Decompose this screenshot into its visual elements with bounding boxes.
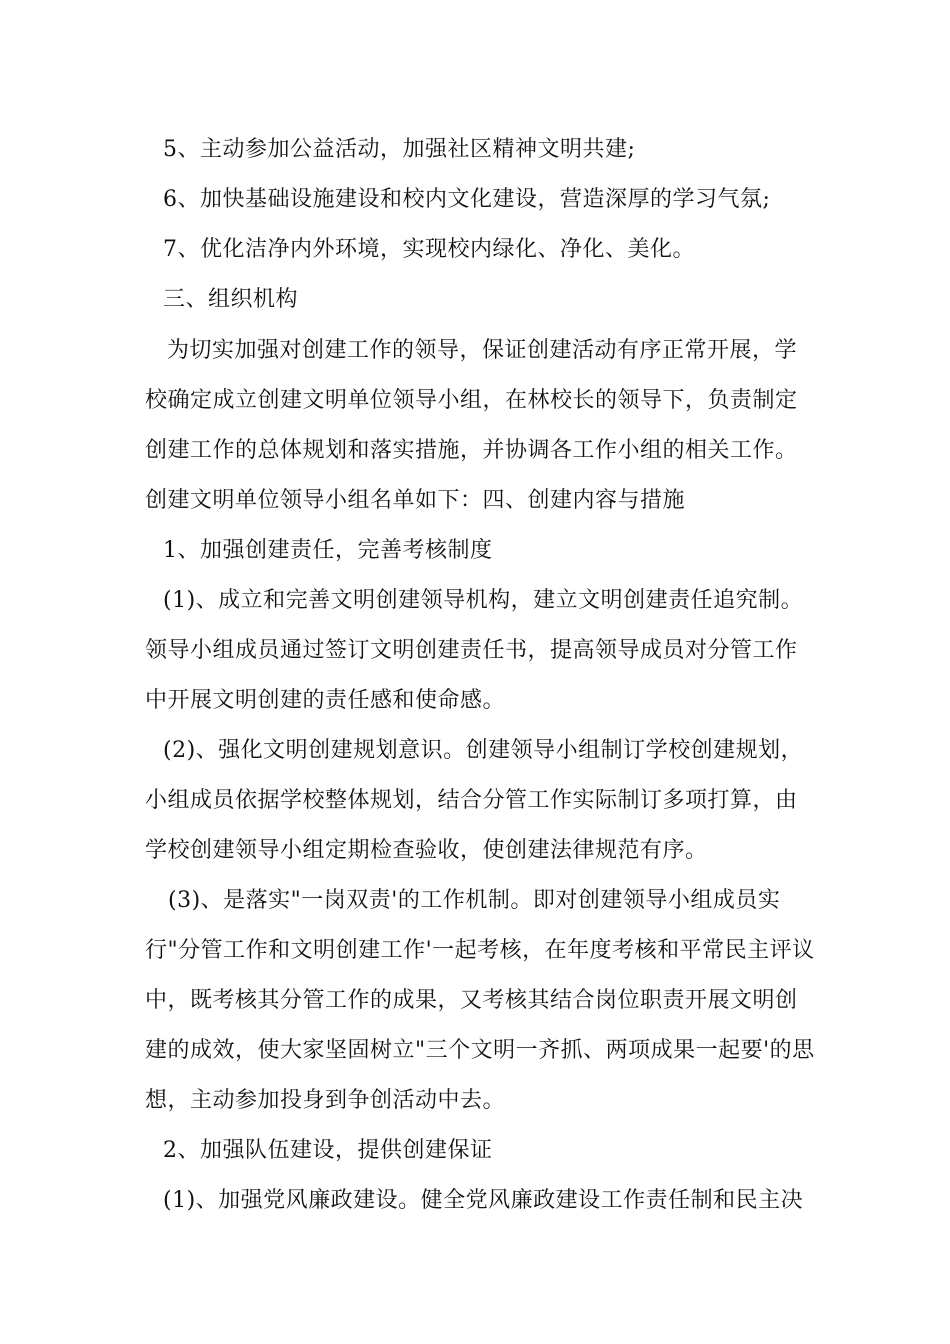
paragraph-line: 小组成员依据学校整体规划，结合分管工作实际制订多项打算，由 [145,788,798,813]
text-line-item-5: 5、主动参加公益活动，加强社区精神文明共建; [163,137,636,162]
paragraph-line: (1)、成立和完善文明创建领导机构，建立文明创建责任追究制。 [163,588,804,613]
paragraph-line: 中开展文明创建的责任感和使命感。 [145,688,506,713]
paragraph-line: 学校创建领导小组定期检查验收，使创建法律规范有序。 [145,838,708,863]
subsection-heading: 1、加强创建责任，完善考核制度 [163,538,493,563]
paragraph-line: 创建文明单位领导小组名单如下：四、创建内容与措施 [145,488,686,513]
paragraph-line: 领导小组成员通过签订文明创建责任书，提高领导成员对分管工作 [145,638,798,663]
paragraph-line: 为切实加强对创建工作的领导，保证创建活动有序正常开展，学 [167,338,798,363]
paragraph-line: 行"分管工作和文明创建工作'一起考核，在年度考核和平常民主评议 [145,938,815,963]
text-line-item-7: 7、优化洁净内外环境，实现校内绿化、净化、美化。 [163,237,695,262]
text-line-item-6: 6、加快基础设施建设和校内文化建设，营造深厚的学习气氛; [163,187,771,212]
paragraph-line: 校确定成立创建文明单位领导小组，在林校长的领导下，负责制定 [145,388,798,413]
paragraph-line: 中，既考核其分管工作的成果，又考核其结合岗位职责开展文明创 [145,988,798,1013]
subsection-heading: 2、加强队伍建设，提供创建保证 [163,1138,493,1163]
paragraph-line: (1)、加强党风廉政建设。健全党风廉政建设工作责任制和民主决 [163,1188,804,1213]
paragraph-line: 想，主动参加投身到争创活动中去。 [145,1088,506,1113]
section-heading-organization: 三、组织机构 [163,287,299,312]
paragraph-line: 创建工作的总体规划和落实措施，并协调各工作小组的相关工作。 [145,438,798,463]
paragraph-line: (3)、是落实"一岗双责'的工作机制。即对创建领导小组成员实 [168,888,781,913]
paragraph-line: (2)、强化文明创建规划意识。创建领导小组制订学校创建规划， [163,738,804,763]
paragraph-line: 建的成效，使大家坚固树立"三个文明一齐抓、两项成果一起要'的思 [145,1038,815,1063]
